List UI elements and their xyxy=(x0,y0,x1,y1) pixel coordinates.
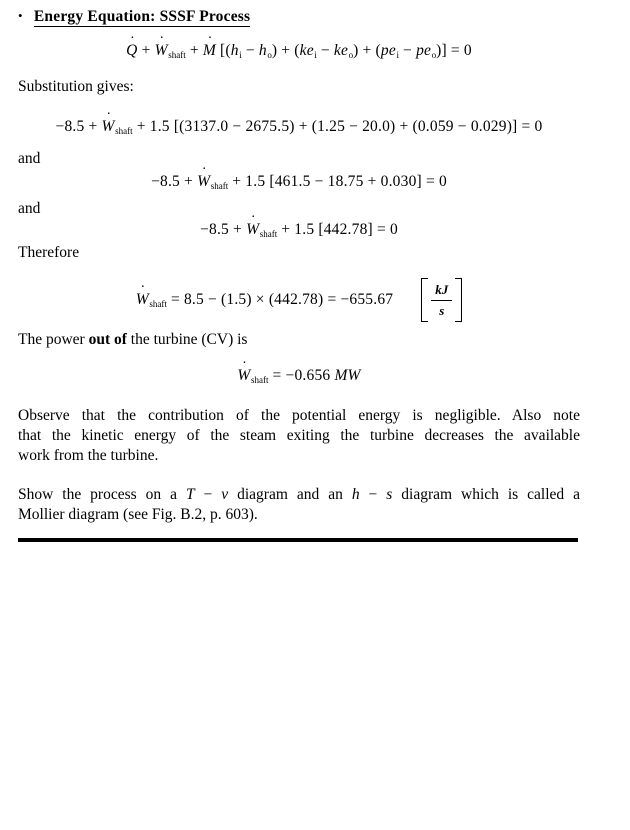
show-process-paragraph xyxy=(18,485,580,525)
energy-equation: Q ˙ + W $˙_{shaft} + M$ ˙ $[(h_i - h_o) + (ke_i - ke_o) + (pe_i - pe_o)] = 0$ xyxy=(18,42,580,60)
unit-denominator: s xyxy=(439,302,445,318)
result-equation: W $˙_{shaft} = 8.5 - (1.5) \times (442.78) = -655.67$ xyxy=(136,291,393,309)
unit-numerator: kJ xyxy=(431,282,452,301)
and-label-1: and xyxy=(18,150,41,167)
horizontal-rule xyxy=(18,538,578,542)
paragraph-line: work from the turbine. xyxy=(18,447,159,464)
right-bracket-icon xyxy=(455,278,462,322)
power-equation: W $˙_{shaft} = -0.656$ MW xyxy=(18,367,580,385)
left-bracket-icon xyxy=(421,278,428,322)
bullet-icon: • xyxy=(18,8,23,23)
power-sentence: The power out of the turbine (CV) is xyxy=(18,331,248,348)
page-title: Energy Equation: SSSF Process xyxy=(33,8,251,25)
paragraph-line: Show the process on a T − v diagram and an h − s diagram which is called a xyxy=(18,486,581,503)
simplified-equation-2: −8.5 + W $˙_{shaft} + 1.5$ [442.78] = 0 xyxy=(18,221,580,239)
paragraph-line: Mollier diagram (see Fig. B.2, p. 603). xyxy=(18,506,258,523)
result-equation-row xyxy=(18,276,580,324)
paragraph-line: Observe that the contribution of the potential energy is negligible. Also note xyxy=(18,407,580,424)
unit-fraction xyxy=(428,278,455,322)
paragraph-line: that the kinetic energy of the steam exiting the turbine decreases the available xyxy=(18,427,580,444)
substituted-equation: −8.5 + W $˙_{shaft} + 1.5$ [(3137.0 − 2675.5) + (1.25 − 20.0) + (0.059 − 0.029)] = 0 xyxy=(18,118,580,136)
section-heading xyxy=(18,8,580,26)
substitution-label: Substitution gives: xyxy=(18,78,134,95)
unit-bracket xyxy=(421,278,462,322)
and-label-2: and xyxy=(18,200,41,217)
therefore-label: Therefore xyxy=(18,244,80,261)
observe-paragraph xyxy=(18,406,580,466)
simplified-equation-1: −8.5 + W $˙_{shaft} + 1.5$ [461.5 − 18.75 + 0.030] = 0 xyxy=(18,173,580,191)
